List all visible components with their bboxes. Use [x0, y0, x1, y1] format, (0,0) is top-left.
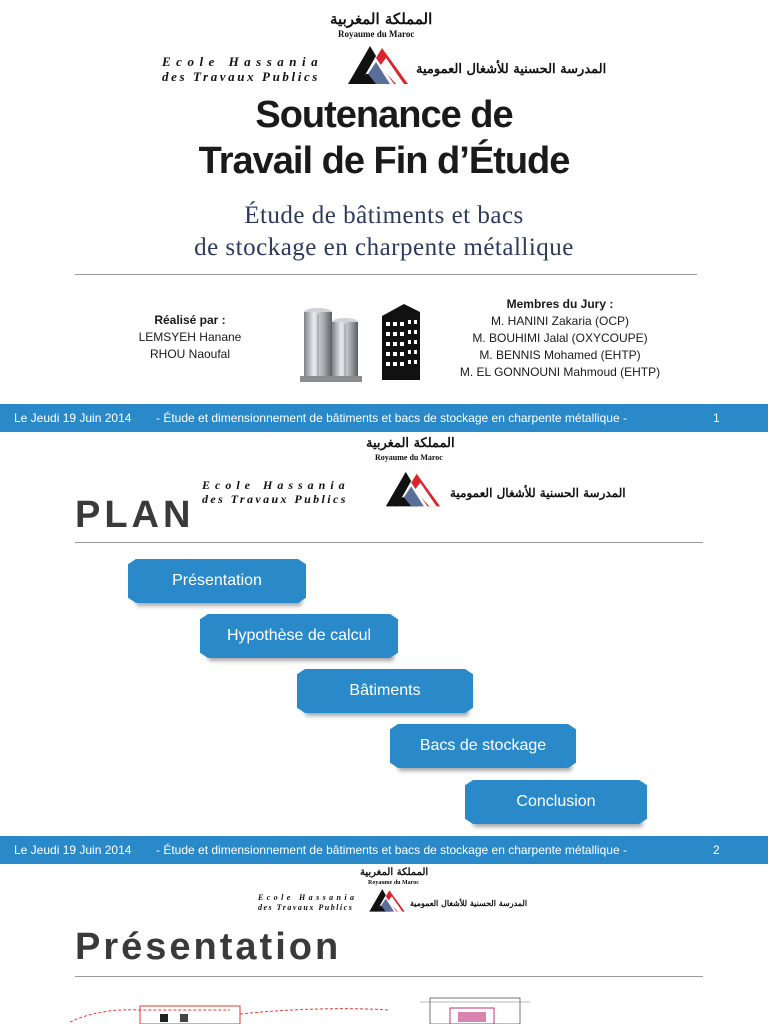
kingdom-french-text: Royaume du Maroc — [368, 880, 419, 886]
jury-member: M. HANINI Zakaria (OCP) — [490, 314, 629, 328]
school-logo — [0, 0, 768, 90]
kingdom-french-text: Royaume du Maroc — [338, 29, 415, 39]
building-icon — [376, 302, 424, 382]
slide-3 — [0, 864, 768, 1024]
kingdom-arabic-text: المملكة المغربية — [330, 10, 433, 28]
jury-block — [430, 296, 690, 381]
jury-member: M. BENNIS Mohamed (EHTP) — [479, 348, 641, 362]
footer-bar-slide-2 — [0, 836, 768, 864]
school-name-french-line1: Ecole Hassania — [202, 478, 350, 492]
kingdom-arabic-text: المملكة المغربية — [366, 436, 455, 451]
school-name-french-line1: Ecole Hassania — [258, 893, 358, 902]
school-logo — [0, 864, 768, 920]
site-plan-drawing — [60, 984, 580, 1024]
page-number: 2 — [713, 843, 720, 857]
subtitle-line2: de stockage en charpente métallique — [194, 234, 574, 261]
footer-date: Le Jeudi 19 Juin 2014 — [14, 843, 132, 857]
school-emblem-icon — [368, 888, 406, 914]
plan-title: PLAN — [75, 494, 195, 536]
storage-tanks-icon — [300, 304, 362, 384]
authors-block — [120, 312, 260, 363]
school-name-french-line2: des Travaux Publics — [162, 69, 320, 84]
divider-line — [75, 274, 697, 275]
plan-item-presentation[interactable]: Présentation — [134, 559, 300, 603]
authors-label: Réalisé par : — [154, 313, 226, 327]
presentation-title: Présentation — [75, 926, 342, 968]
plan-item-bacs-de-stockage[interactable]: Bacs de stockage — [396, 724, 570, 768]
divider-line — [75, 976, 703, 977]
school-emblem-icon — [384, 470, 442, 510]
school-name-french-line2: des Travaux Publics — [202, 492, 348, 506]
school-name-arabic: المدرسة الحسنية للأشغال العمومية — [410, 898, 528, 908]
kingdom-french-text: Royaume du Maroc — [375, 453, 443, 462]
footer-title: - Étude et dimensionnement de bâtiments et bacs de stockage en charpente métallique - — [156, 411, 627, 425]
school-name-french-line2: des Travaux Publics — [258, 903, 354, 912]
plan-item-hypothese-de-calcul[interactable]: Hypothèse de calcul — [206, 614, 392, 658]
footer-bar-slide-1 — [0, 404, 768, 432]
jury-member: M. EL GONNOUNI Mahmoud (EHTP) — [459, 365, 661, 379]
jury-member: M. BOUHIMI Jalal (OXYCOUPE) — [472, 331, 648, 345]
divider-line — [75, 542, 703, 543]
author-name: LEMSYEH Hanane — [138, 330, 242, 344]
kingdom-arabic-text: المملكة المغربية — [360, 867, 429, 878]
school-name-arabic: المدرسة الحسنية للأشغال العمومية — [450, 486, 626, 500]
school-emblem-icon — [346, 44, 410, 88]
slide-1 — [0, 0, 768, 404]
author-name: RHOU Naoufal — [149, 347, 231, 361]
subtitle-line1: Étude de bâtiments et bacs — [244, 202, 524, 229]
footer-date: Le Jeudi 19 Juin 2014 — [14, 411, 132, 425]
plan-item-batiments[interactable]: Bâtiments — [303, 669, 467, 713]
footer-title: - Étude et dimensionnement de bâtiments et bacs de stockage en charpente métallique - — [156, 843, 627, 857]
school-name-french-line1: Ecole Hassania — [162, 54, 324, 69]
page-number: 1 — [713, 411, 720, 425]
plan-item-conclusion[interactable]: Conclusion — [471, 780, 641, 824]
slide-2 — [0, 432, 768, 836]
school-name-arabic: المدرسة الحسنية للأشغال العمومية — [416, 62, 607, 77]
title-line2: Travail de Fin d’Étude — [198, 140, 570, 182]
title-line1: Soutenance de — [255, 94, 513, 136]
jury-label: Membres du Jury : — [506, 297, 614, 311]
